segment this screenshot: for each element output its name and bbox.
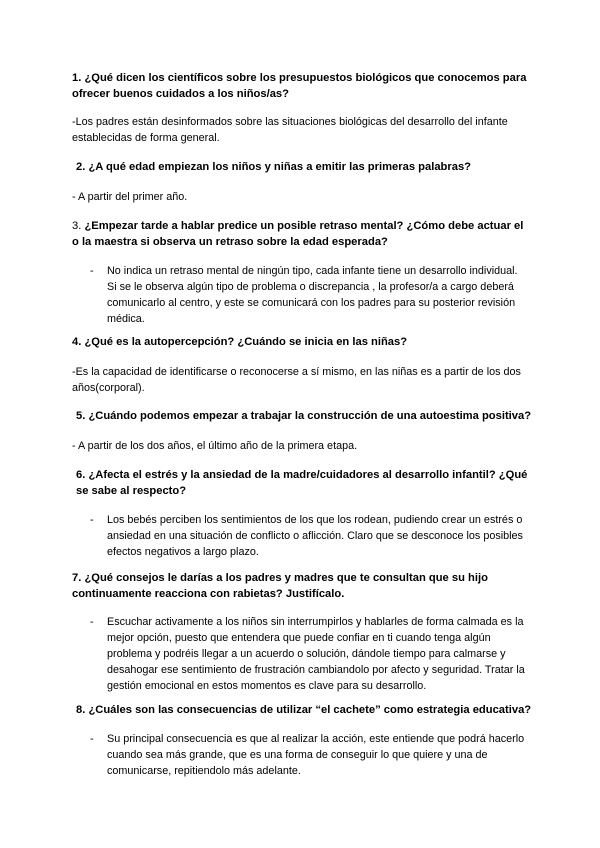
- answer-6: Los bebés perciben los sentimientos de los que los rodean, pudiendo crear un estrés o ansiedad en una situación de conflicto o aflicción. Claro que se desconoce los posibles efectos negativos a largo plazo.: [107, 514, 523, 558]
- bullet-dash: -: [90, 514, 94, 526]
- question-6: 6. ¿Afecta el estrés y la ansiedad de la madre/cuidadores al desarrollo infantil? ¿Qué se sabe al respecto?: [76, 469, 528, 497]
- answer-3-list-item: [90, 263, 530, 327]
- question-3-text: ¿Empezar tarde a hablar predice un posible retraso mental? ¿Cómo debe actuar el o la maestra si observa un retraso sobre la edad esperada?: [72, 220, 524, 248]
- answer-1: -Los padres están desinformados sobre las situaciones biológicas del desarrollo del infante establecidas de forma general.: [72, 116, 508, 144]
- question-4: 4. ¿Qué es la autopercepción? ¿Cuándo se inicia en las niñas?: [72, 336, 408, 348]
- bullet-dash: -: [90, 733, 94, 745]
- question-1: 1. ¿Qué dicen los científicos sobre los presupuestos biológicos que conocemos para ofrecer buenos cuidados a los niños/as?: [72, 72, 527, 100]
- answer-8: Su principal consecuencia es que al realizar la acción, este entiende que podrá hacerlo cuando sea más grande, que es una forma de conseguir lo que quiere y una de comunicarse, repitiendolo más adelante.: [107, 733, 525, 777]
- answer-8-list-item: [90, 731, 530, 779]
- question-5: 5. ¿Cuándo podemos empezar a trabajar la construcción de una autoestima positiva?: [76, 410, 532, 422]
- question-3-number: 3.: [72, 220, 82, 232]
- question-2: 2. ¿A qué edad empiezan los niños y niñas a emitir las primeras palabras?: [76, 161, 472, 173]
- bullet-dash: -: [90, 616, 94, 628]
- bullet-dash: -: [90, 265, 94, 277]
- answer-2: - A partir del primer año.: [72, 191, 188, 203]
- question-3: [72, 218, 532, 250]
- answer-6-list-item: [90, 512, 530, 560]
- answer-7: Escuchar activamente a los niños sin interrumpirlos y hablarles de forma calmada es la mejor opción, puesto que entendera que puede confiar en ti cuando tenga algún problema y podréis llegar a un acuerdo o solución, dándole tiempo para calmarse y desahogar ese sentimiento de frustración cambiandolo por afecto y seguridad. Tratar la gestión emocional en estos momentos es clave para su desarrollo.: [107, 616, 525, 692]
- answer-3: No indica un retraso mental de ningún tipo, cada infante tiene un desarrollo individual. Si se le observa algún tipo de problema o discrepancia , la profesor/a a cargo deberá comunicarlo al centro, y este se comunicará con los padres para su posterior revisión médica.: [107, 265, 518, 325]
- answer-4: -Es la capacidad de identificarse o reconocerse a sí mismo, en las niñas es a partir de los dos años(corporal).: [72, 366, 521, 394]
- answer-5: - A partir de los dos años, el último año de la primera etapa.: [72, 440, 358, 452]
- question-8: 8. ¿Cuáles son las consecuencias de utilizar “el cachete” como estrategia educativa?: [76, 704, 532, 716]
- question-7: 7. ¿Qué consejos le darías a los padres y madres que te consultan que su hijo continuamente reacciona con rabietas? Justifícalo.: [72, 572, 488, 600]
- answer-7-list-item: [90, 614, 530, 694]
